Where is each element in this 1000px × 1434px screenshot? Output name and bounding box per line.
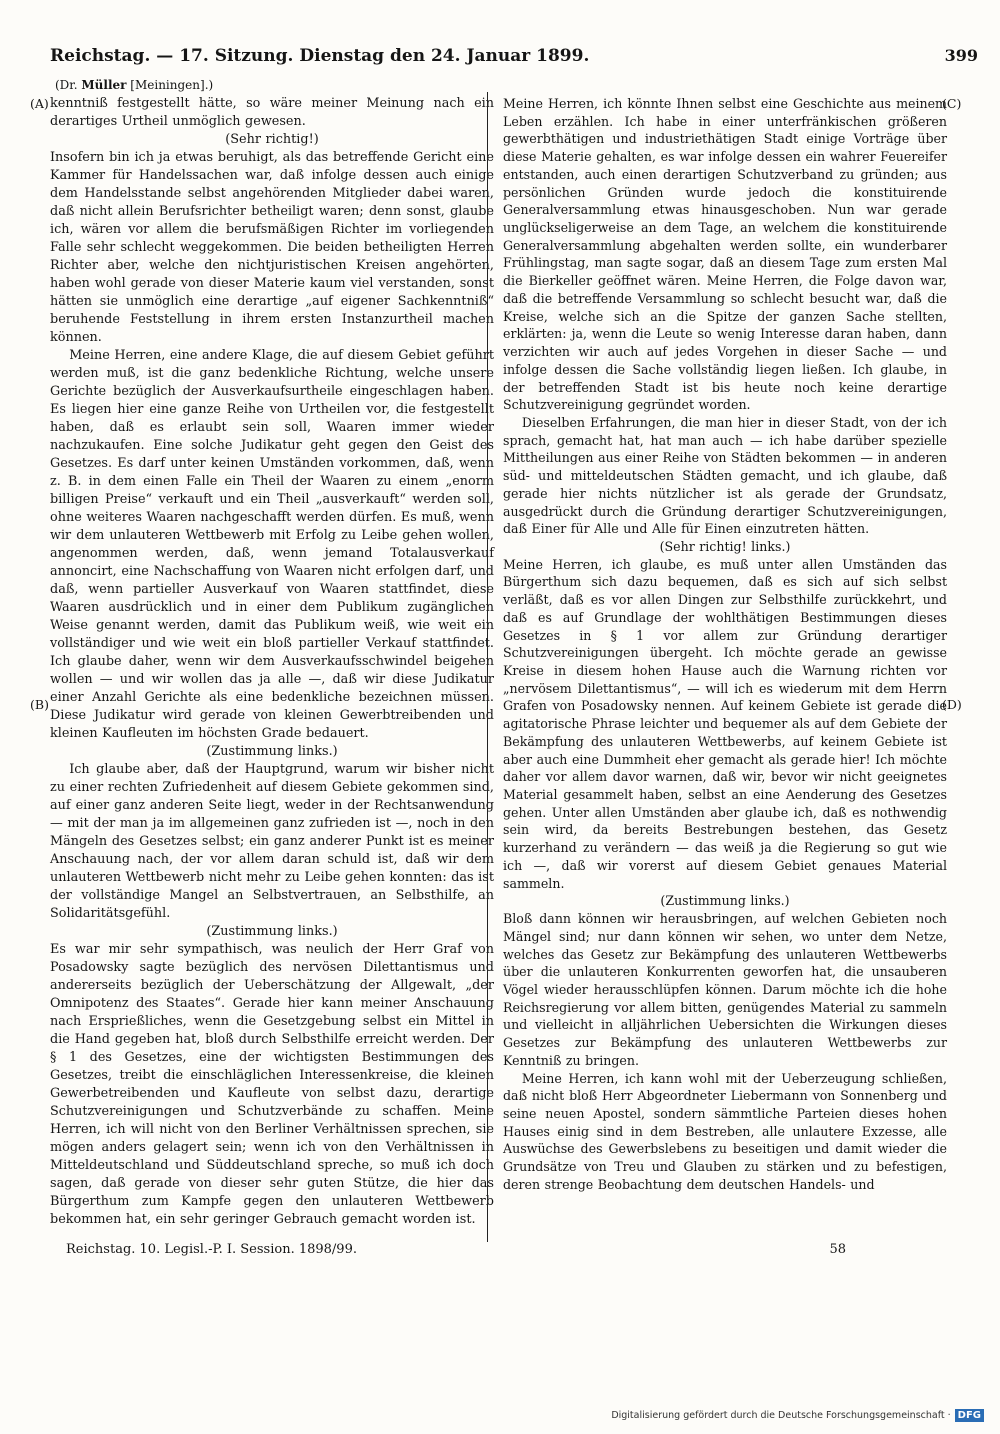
- right-column-paragraph: Meine Herren, ich kann wohl mit der Ueberzeugung schließen, daß nicht bloß Herr Abgeordneter Liebermann von Sonnenberg und seine neuen Apostel, sondern sämmtliche Parteien dieses hohen Hauses einig sind in dem Bestreben, alle unlautere Exzesse, alle Auswüchse des Gewerbslebens zu beseitigen und damit wieder die Grundsätze von Treu und Glauben zu stärken und zu befestigen, deren strenge Beobachtung dem deutschen Handels- und: [503, 1070, 947, 1192]
- left-column-interjection: (Sehr richtig!): [225, 132, 319, 147]
- margin-marker-b: (B): [30, 697, 49, 712]
- left-column-paragraph: kenntniß festgestellt hätte, so wäre meiner Meinung nach ein derartiges Urtheil unmöglich gewesen.: [50, 96, 494, 129]
- left-column-paragraph: Ich glaube aber, daß der Hauptgrund, warum wir bisher nicht zu einer rechten Zufriedenheit auf diesem Gebiete gekommen sind, auf einer ganz anderen Seite liegt, weder in der Rechtsanwendung — mit der man ja im allgemeinen ganz zufrieden ist —, noch in den Mängeln des Gesetzes selbst; ein ganz anderer Punkt ist es meiner Anschauung nach, der vor allem daran schuld ist, daß wir dem unlauteren Wettbewerb nicht mehr zu Leibe gehen konnten: das ist der vollständige Mangel an Selbstvertrauen, an Selbsthilfe, an Solidaritätsgefühl.: [50, 762, 494, 921]
- right-column-paragraph: Bloß dann können wir herausbringen, auf welchen Gebieten noch Mängel sind; nur dann können wir sehen, wo unter dem Netze, welches das Gesetz zur Bekämpfung des unlauteren Wettbewerbs über die unlauteren Konkurrenten geworfen hat, die unsauberen Vögel wieder herausschlüpfen können. Darum möchte ich die hohe Reichsregierung vor allem bitten, genügendes Material zu sammeln und vielleicht in alljährlichen Uebersichten die Wirkungen dieses Gesetzes zur Bekämpfung des unlauteren Wettbewerbs zur Kenntniß zu bringen.: [503, 911, 947, 1068]
- margin-marker-c: (C): [942, 96, 962, 111]
- right-text-column: [503, 95, 947, 1194]
- left-column-paragraph: Es war mir sehr sympathisch, was neulich der Herr Graf von Posadowsky sagte bezüglich des nervösen Dilettantismus und andererseits bezüglich der Ueberschätzung der Allgewalt, „der Omnipotenz des Staates“. Gerade hier kann meiner Anschauung nach Ersprießliches, wenn die Gesetzgebung selbst ein Mittel in die Hand gegeben hat, bloß durch Selbsthilfe erreicht werden. Der § 1 des Gesetzes, eine der wichtigsten Bestimmungen des Gesetzes, treibt die einschläglichen Interessenkreise, die kleinen Gewerbetreibenden und Kaufleute von selbst dazu, derartige Schutzvereinigungen und Schutzverbände zu schaffen. Meine Herren, ich will nicht von den Berliner Verhältnissen sprechen, sie mögen anders gelagert sein; wenn ich von den Verhältnissen in Mitteldeutschland und Süddeutschland spreche, so muß ich doch sagen, daß gerade von dieser sehr guten Stütze, die hier das Bürgerthum zum Kampfe gegen den unlauteren Wettbewerb bekommen hat, ein sehr geringer Gebrauch gemacht worden ist.: [50, 942, 494, 1227]
- header-title: Reichstag. — 17. Sitzung. Dienstag den 24. Januar 1899.: [50, 46, 590, 66]
- margin-marker-a: (A): [30, 96, 49, 111]
- footer-sheet-number: 58: [829, 1242, 846, 1257]
- left-column-paragraph: Insofern bin ich ja etwas beruhigt, als das betreffende Gericht eine Kammer für Handelssachen war, daß infolge dessen auch einige dem Handelsstande selbst angehörenden Mitglieder dabei waren, daß nicht allein Berufsrichter betheiligt waren; denn sonst, glaube ich, wären vor allem die berufsmäßigen Richter im vorliegenden Falle sehr schlecht weggekommen. Die beiden betheiligten Herren Richter aber, welche den nichtjuristischen Kreisen angehörten, haben wohl gerade von dieser Materie kaum viel verstanden, sonst hätten sie unmöglich eine derartige „auf eigener Sachkenntniß“ beruhende Feststellung in ihrem ersten Instanzurtheil machen können.: [50, 150, 494, 345]
- right-column-interjection: (Sehr richtig! links.): [659, 538, 791, 554]
- page-number: 399: [944, 46, 978, 65]
- right-column-paragraph: Dieselben Erfahrungen, die man hier in dieser Stadt, von der ich sprach, gemacht hat, hat man auch — ich habe darüber spezielle Mittheilungen aus einer Reihe von Städten bekommen — in anderen süd- und mitteldeutschen Städten gemacht, und ich glaube, daß gerade hier nichts nützlicher ist als gerade der Grundsatz, ausgedrückt durch die Gründung derartiger Schutzvereinigungen, daß Einer für Alle und Alle für Einen einzutreten hätten.: [503, 414, 947, 537]
- credit-text: Digitalisierung gefördert durch die Deutsche Forschungsgemeinschaft ·: [611, 1410, 951, 1421]
- speaker-suffix: [Meiningen].): [130, 78, 214, 92]
- right-column-interjection: (Zustimmung links.): [660, 893, 790, 909]
- left-column-interjection: (Zustimmung links.): [206, 744, 338, 759]
- right-column-paragraph: Meine Herren, ich könnte Ihnen selbst eine Geschichte aus meinem Leben erzählen. Ich habe in einer unterfränkischen größeren gewerbthätigen und industriethätigen Stadt einige Vorträge über diese Materie gehalten, es war infolge dessen ein wahrer Feuereifer entstanden, auch einen derartigen Schutzverband zu gründen; aus persönlichen Gründen wurde jedoch die konstituirende Generalversammlung etwas hinausgeschoben. Nun war gerade unglückseligerweise an dem Tage, an welchem die konstituirende Generalversammlung abgehalten werden sollte, ein wunderbarer Frühlingstag, man sagte sogar, daß an diesem Tage zum ersten Mal die Bierkeller geöffnet wären. Meine Herren, die Folge davon war, daß die betreffende Versammlung so schlecht besucht war, daß die Kreise, welche sich an die Spitze der ganzen Sache stellten, erklärten: ja, wenn die Leute so wenig Interesse daran haben, dann verzichten wir auch auf jedes Vorgehen in dieser Sache — und infolge dessen die Sache vollständig liegen ließen. Ich glaube, in der betreffenden Stadt ist bis heute noch keine derartige Schutzvereinigung gegründet worden.: [503, 96, 947, 413]
- left-text-column: [50, 95, 494, 1229]
- running-header: [50, 46, 978, 66]
- left-column-paragraph: Meine Herren, eine andere Klage, die auf diesem Gebiet geführt werden muß, ist die ganz bedenkliche Richtung, welche unsere Gerichte bezüglich der Ausverkaufsurtheile eingeschlagen haben. Es liegen hier eine ganze Reihe von Urtheilen vor, die festgestellt haben, daß es erlaubt sein soll, Waaren immer wieder nachzukaufen. Eine solche Judikatur geht gegen den Geist des Gesetzes. Es darf unter keinen Umständen vorkommen, daß, wenn z. B. in dem einen Falle ein Theil der Waaren zu einem „enorm billigen Preise“ verkauft und ein Theil „ausverkauft“ werden soll, ohne weiteres Waaren nachgeschafft werden dürfen. Es muß, wenn wir dem unlauteren Wettbewerb mit Erfolg zu Leibe gehen wollen, angenommen werden, daß, wenn jemand Totalausverkauf annoncirt, eine Nachschaffung von Waaren nicht erfolgen darf, und daß, wenn partieller Ausverkauf von Waaren stattfindet, diese Waaren ausdrücklich und in einer dem Publikum zugänglichen Weise genannt werden, damit das Publikum weiß, wie weit ein vollständiger und wie weit ein bloß partieller Verkauf stattfindet. Ich glaube daher, wenn wir dem Ausverkaufsschwindel beigehen wollen — und wir wollen das ja alle —, daß wir diese Judikatur einer Anzahl Gerichte als eine bedenkliche bezeichnen müssen. Diese Judikatur wird gerade von kleinen Gewerbtreibenden und kleinen Kaufleuten im höchsten Grade bedauert.: [50, 348, 494, 741]
- dfg-logo-icon: DFG: [955, 1409, 984, 1422]
- speaker-name: Müller: [81, 78, 127, 92]
- margin-marker-d: (D): [942, 697, 962, 712]
- left-column-interjection: (Zustimmung links.): [206, 924, 338, 939]
- page-footer: [66, 1242, 846, 1257]
- digitization-credit: [611, 1409, 984, 1422]
- speaker-prefix: (Dr.: [55, 78, 78, 92]
- right-column-paragraph: Meine Herren, ich glaube, es muß unter allen Umständen das Bürgerthum sich dazu bequemen, daß es sich auf sich selbst verläßt, daß es vor allen Dingen zur Selbsthilfe zurückkehrt, und daß es auf Grundlage der wohlthätigen Bestimmungen dieses Gesetzes in § 1 vor allem zur Gründung derartiger Schutzvereinigungen übergeht. Ich möchte gerade an gewisse Kreise in diesem hohen Hause auch die Warnung richten vor „nervösem Dilettantismus“, — will ich es wiederum mit dem Herrn Grafen von Posadowsky nennen. Auf keinem Gebiete ist gerade die agitatorische Phrase leichter und bequemer als auf dem Gebiete der Bekämpfung des unlauteren Wettbewerbs, auf keinem Gebiete ist aber auch eine Dummheit eher gemacht als gerade hier! Ich möchte daher vor allem davor warnen, daß wir, bevor wir nicht geeignetes Material gesammelt haben, selbst an eine Aenderung des Gesetzes gehen. Unter allen Umständen aber glaube ich, daß es nothwendig sein wird, da bereits Bestrebungen bestehen, das Gesetz kurzerhand zu verändern — das weiß ja die Regierung so gut wie ich —, daß wir vorerst auf diesem Gebiet genaues Material sammeln.: [503, 556, 947, 891]
- footer-session-info: Reichstag. 10. Legisl.-P. I. Session. 1898/99.: [66, 1242, 357, 1257]
- column-divider: [487, 92, 488, 1242]
- speaker-line: [55, 78, 213, 92]
